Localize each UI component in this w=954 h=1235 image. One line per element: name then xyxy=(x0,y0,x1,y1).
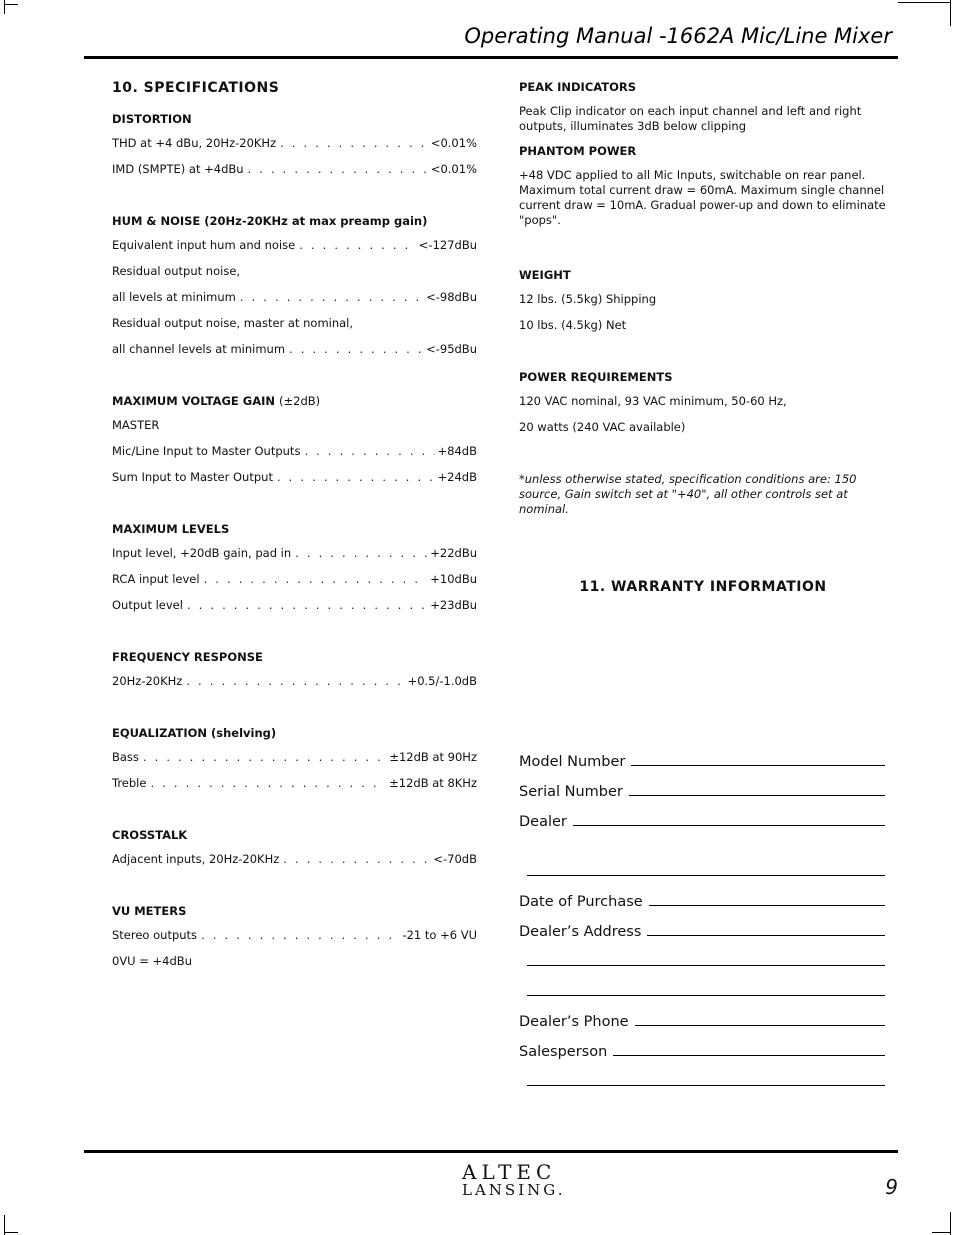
spec-text: 0VU = +4dBu xyxy=(112,954,192,968)
specifications-title: 10. SPECIFICATIONS xyxy=(112,80,280,96)
spec-text: 10 lbs. (4.5kg) Net xyxy=(519,318,627,332)
spec-value: +22dBu xyxy=(430,546,477,560)
spec-row xyxy=(112,776,477,802)
spec-footnote: *unless otherwise stated, specification conditions are: 150 source, Gain switch set at "+40", all other controls set at nominal. xyxy=(519,472,857,516)
spec-text: Residual output noise, master at nominal, xyxy=(112,316,354,330)
spec-row xyxy=(112,546,477,572)
spec-label: Stereo outputs xyxy=(112,928,198,942)
model-number-field[interactable] xyxy=(631,765,885,766)
spec-label: Mic/Line Input to Master Outputs xyxy=(112,444,301,458)
crop-mark xyxy=(932,1232,950,1233)
dealer-label: Dealer xyxy=(519,814,567,830)
header-rule xyxy=(84,56,898,59)
dealer-address-label: Dealer’s Address xyxy=(519,924,642,940)
date-of-purchase-row xyxy=(519,880,885,910)
spec-label: THD at +4 dBu, 20Hz-20KHz xyxy=(112,136,277,150)
phantom-power-text: +48 VDC applied to all Mic Inputs, switchable on rear panel. Maximum total current draw = 60mA. Maximum single channel current draw = 10mA. Gradual power-up and down to eliminate "pops". xyxy=(519,168,886,227)
spec-row xyxy=(112,750,477,776)
dot-leader xyxy=(143,750,386,764)
equalization-heading: EQUALIZATION (shelving) xyxy=(112,726,277,740)
spec-value: ±12dB at 8KHz xyxy=(389,776,477,790)
spec-label: IMD (SMPTE) at +4dBu xyxy=(112,162,244,176)
max-voltage-gain-heading xyxy=(112,394,477,408)
dot-leader xyxy=(248,162,428,176)
dot-leader xyxy=(299,238,416,252)
salesperson-extra-row xyxy=(519,1060,885,1090)
spec-label: Output level xyxy=(112,598,183,612)
spec-row xyxy=(112,238,477,264)
spec-text: 120 VAC nominal, 93 VAC minimum, 50-60 Hz, xyxy=(519,394,787,408)
spec-label: 20Hz-20KHz xyxy=(112,674,183,688)
crop-mark xyxy=(898,2,950,3)
serial-number-label: Serial Number xyxy=(519,784,623,800)
spec-label: Treble xyxy=(112,776,147,790)
spec-label: Bass xyxy=(112,750,139,764)
heading-note: (±2dB) xyxy=(279,394,321,408)
model-number-row xyxy=(519,740,885,770)
dot-leader xyxy=(240,290,423,304)
dot-leader xyxy=(277,470,435,484)
frequency-response-heading: FREQUENCY RESPONSE xyxy=(112,650,263,664)
dealer-field[interactable] xyxy=(573,825,885,826)
dot-leader xyxy=(150,776,386,790)
spec-label: Sum Input to Master Output xyxy=(112,470,273,484)
page-number: 9 xyxy=(885,1175,898,1199)
spec-text: 20 watts (240 VAC available) xyxy=(519,420,686,434)
spec-row xyxy=(112,674,477,700)
dot-leader xyxy=(201,928,399,942)
spec-text: MASTER xyxy=(112,418,160,432)
salesperson-row xyxy=(519,1030,885,1060)
specifications-left-column xyxy=(112,80,477,980)
dot-leader xyxy=(289,342,423,356)
altec-lansing-logo xyxy=(462,1162,582,1198)
distortion-heading: DISTORTION xyxy=(112,112,192,126)
spec-value: <0.01% xyxy=(430,162,477,176)
serial-number-row xyxy=(519,770,885,800)
spec-label: Adjacent inputs, 20Hz-20KHz xyxy=(112,852,280,866)
spec-row xyxy=(112,342,477,368)
spec-value: <-98dBu xyxy=(426,290,477,304)
power-requirements-heading: POWER REQUIREMENTS xyxy=(519,370,673,384)
spec-text: 12 lbs. (5.5kg) Shipping xyxy=(519,292,657,306)
spec-row xyxy=(112,162,477,188)
dot-leader xyxy=(280,136,428,150)
spec-label: Equivalent input hum and noise xyxy=(112,238,296,252)
spec-value: +24dB xyxy=(437,470,477,484)
crop-mark xyxy=(4,4,18,5)
dealer-address-row xyxy=(519,910,885,940)
warranty-form xyxy=(519,740,885,1090)
spec-value: +84dB xyxy=(437,444,477,458)
crosstalk-heading: CROSSTALK xyxy=(112,828,188,842)
heading-text: MAXIMUM VOLTAGE GAIN xyxy=(112,394,276,408)
spec-row xyxy=(112,136,477,162)
serial-number-field[interactable] xyxy=(629,795,885,796)
spec-row xyxy=(112,444,477,470)
dealer-address-field-3[interactable] xyxy=(527,995,885,996)
peak-indicators-heading: PEAK INDICATORS xyxy=(519,80,637,94)
date-of-purchase-field[interactable] xyxy=(649,905,885,906)
logo-line-2: LANSING. xyxy=(462,1181,566,1199)
dot-leader xyxy=(304,444,434,458)
salesperson-field[interactable] xyxy=(613,1055,885,1056)
spec-value: <-95dBu xyxy=(426,342,477,356)
warranty-title: 11. WARRANTY INFORMATION xyxy=(579,579,827,595)
dealer-address-line-3 xyxy=(519,970,885,1000)
logo-line-1: ALTEC xyxy=(462,1160,557,1184)
model-number-label: Model Number xyxy=(519,754,626,770)
hum-noise-heading: HUM & NOISE (20Hz-20KHz at max preamp gain) xyxy=(112,214,428,228)
dealer-phone-field[interactable] xyxy=(635,1025,885,1026)
spec-value: ±12dB at 90Hz xyxy=(389,750,477,764)
dot-leader xyxy=(187,598,427,612)
dealer-extra-field[interactable] xyxy=(527,875,885,876)
crop-mark xyxy=(950,0,951,26)
specifications-right-column xyxy=(519,80,887,595)
dealer-address-field[interactable] xyxy=(647,935,885,936)
spec-value: +10dBu xyxy=(430,572,477,586)
spec-row xyxy=(112,290,477,316)
phantom-power-heading: PHANTOM POWER xyxy=(519,144,637,158)
crop-mark xyxy=(4,0,5,14)
spec-row xyxy=(112,928,477,954)
dot-leader xyxy=(186,674,404,688)
dot-leader xyxy=(283,852,430,866)
spec-label: all levels at minimum xyxy=(112,290,236,304)
dealer-row xyxy=(519,800,885,830)
spec-value: -21 to +6 VU xyxy=(402,928,477,942)
spec-value: <0.01% xyxy=(430,136,477,150)
spec-row xyxy=(112,572,477,598)
footer-rule xyxy=(84,1150,898,1153)
spec-row xyxy=(112,470,477,496)
date-of-purchase-label: Date of Purchase xyxy=(519,894,643,910)
dot-leader xyxy=(295,546,427,560)
weight-heading: WEIGHT xyxy=(519,268,571,282)
spec-value: <-70dB xyxy=(433,852,477,866)
spec-label: all channel levels at minimum xyxy=(112,342,286,356)
salesperson-extra-field[interactable] xyxy=(527,1085,885,1086)
crop-mark xyxy=(950,1212,951,1235)
spec-row xyxy=(112,598,477,624)
peak-indicators-text: Peak Clip indicator on each input channel and left and right outputs, illuminates 3dB below clipping xyxy=(519,104,862,133)
vu-meters-heading: VU METERS xyxy=(112,904,187,918)
spec-label: Input level, +20dB gain, pad in xyxy=(112,546,292,560)
spec-value: +23dBu xyxy=(430,598,477,612)
salesperson-label: Salesperson xyxy=(519,1044,608,1060)
dealer-extra-row xyxy=(519,850,885,880)
dealer-address-field-2[interactable] xyxy=(527,965,885,966)
spec-row xyxy=(112,852,477,878)
spec-value: <-127dBu xyxy=(418,238,477,252)
max-levels-heading: MAXIMUM LEVELS xyxy=(112,522,230,536)
dot-leader xyxy=(204,572,428,586)
dealer-phone-label: Dealer’s Phone xyxy=(519,1014,629,1030)
spec-label: RCA input level xyxy=(112,572,200,586)
spec-text: Residual output noise, xyxy=(112,264,241,278)
page-header-title: Operating Manual -1662A Mic/Line Mixer xyxy=(464,24,892,48)
crop-mark xyxy=(4,1232,18,1233)
dealer-phone-row xyxy=(519,1000,885,1030)
spec-value: +0.5/-1.0dB xyxy=(407,674,477,688)
dealer-address-line-2 xyxy=(519,940,885,970)
